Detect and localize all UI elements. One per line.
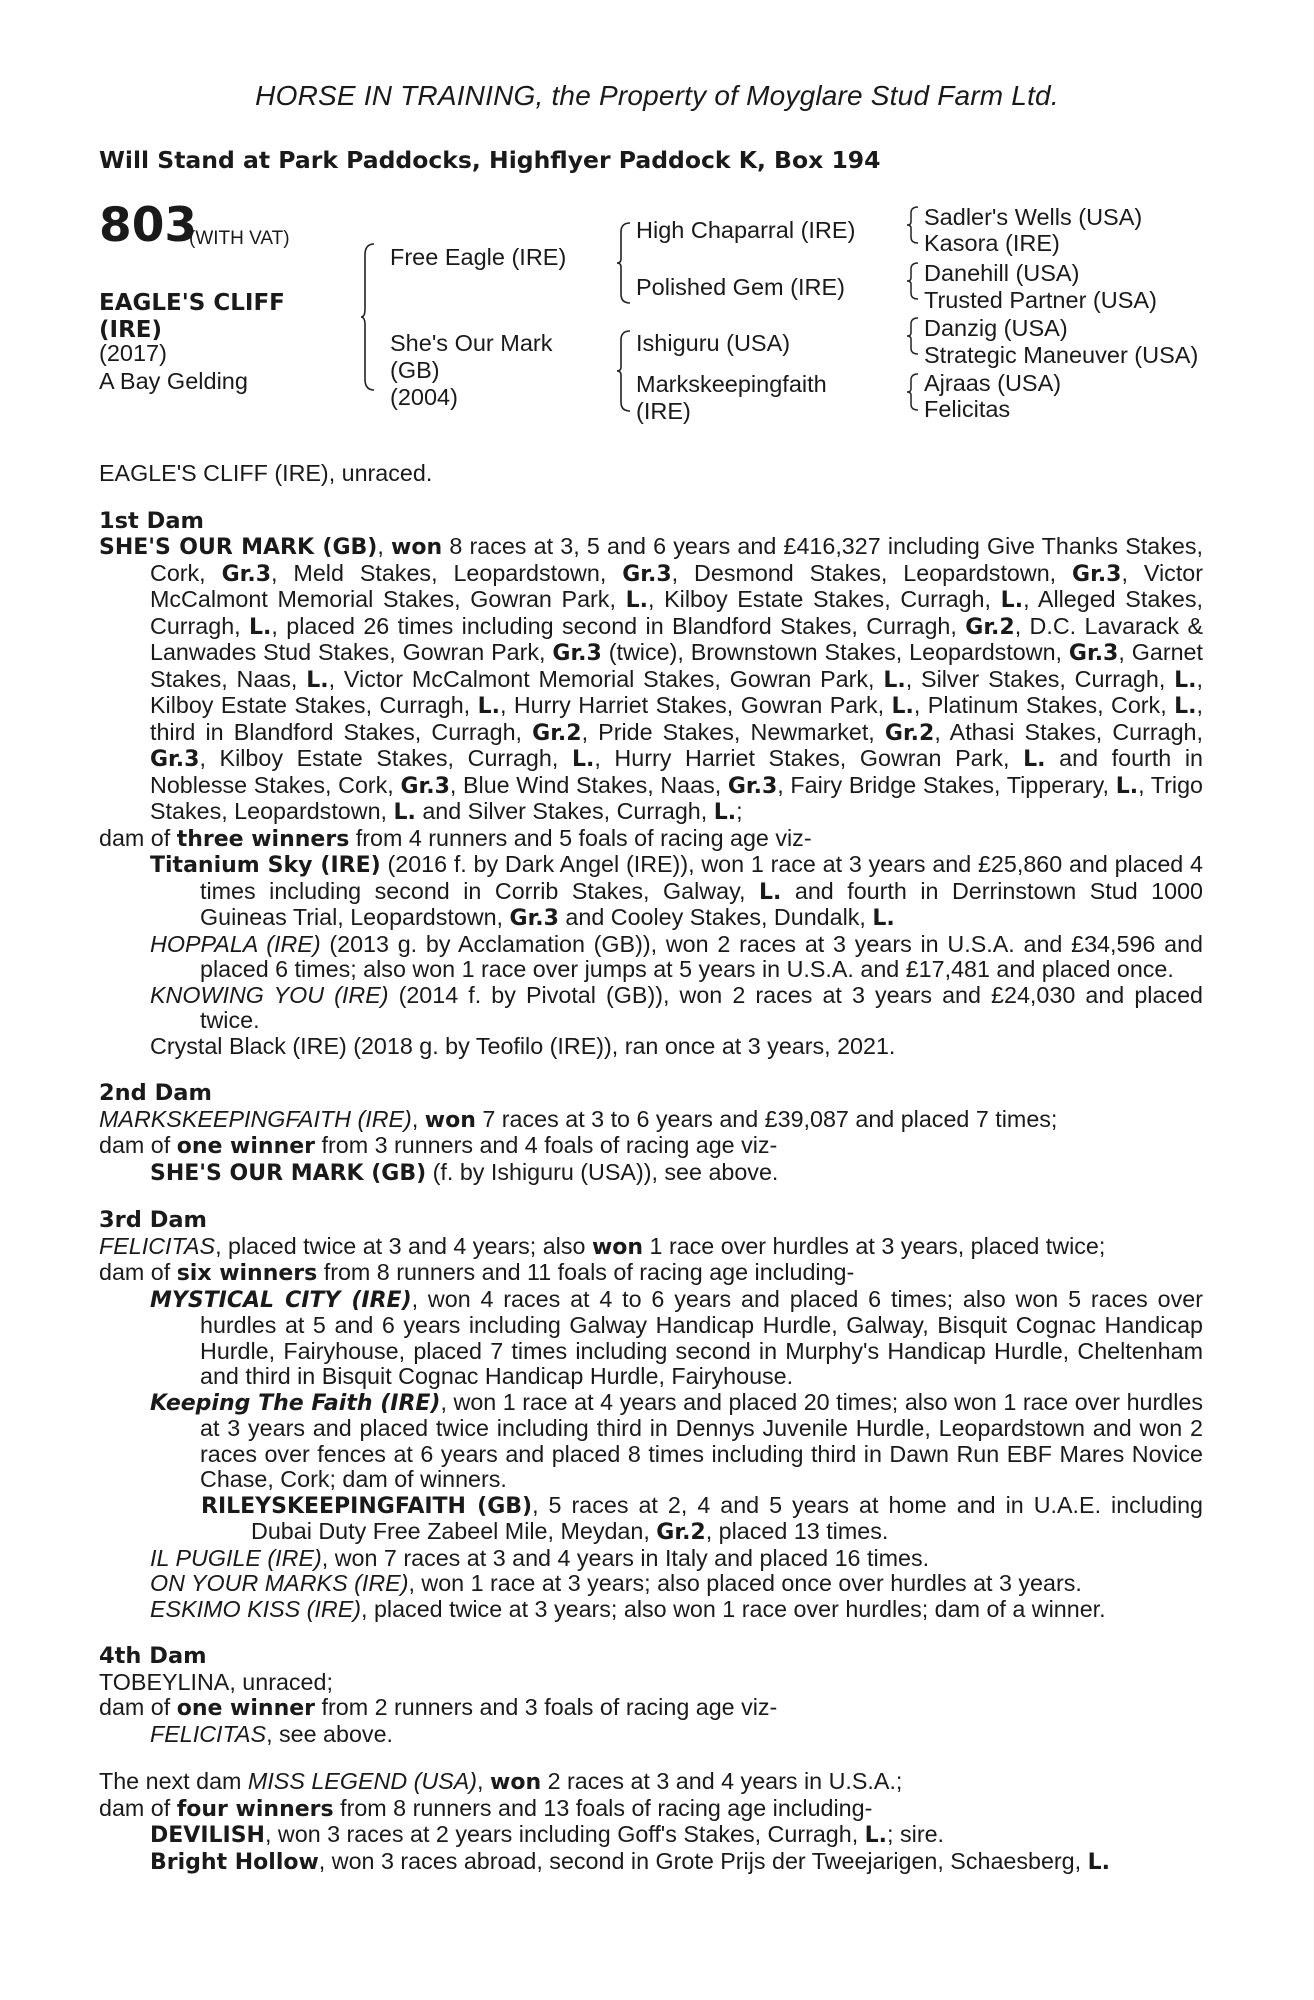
horse-description: A Bay Gelding	[99, 368, 248, 394]
pedigree-dam-line2: (GB)	[390, 357, 440, 383]
produce-item: Keeping The Faith (IRE), won 1 race at 4 years and placed 20 times; also won 1 race over hurdles at 3 years and placed twice including third in Dennys Juvenile Hurdle, Leopardstown and won 2 races over fences at 6 years and placed 8 times including third in Dawn Run EBF Mares Novice Chase, Cork; dam of winners.	[150, 1388, 1203, 1492]
lot-number: 803	[99, 198, 198, 253]
first-dam-record: SHE'S OUR MARK (GB), won 8 races at 3, 5 and 6 years and £416,327 including Give Thanks Stakes, Cork, Gr.3, Meld Stakes, Leopardstown, Gr.3, Desmond Stakes, Leopardstown, Gr.3, Victor McCalmont Memorial Stakes, Gowran Park, L., Kilboy Estate Stakes, Curragh, L., Alleged Stakes, Curragh, L., placed 26 times including second in Blandford Stakes, Curragh, Gr.2, D.C. Lavarack & Lanwades Stud Stakes, Gowran Park, Gr.3 (twice), Brownstown Stakes, Leopardstown, Gr.3, Garnet Stakes, Naas, L., Victor McCalmont Memorial Stakes, Gowran Park, L., Silver Stakes, Curragh, L., Kilboy Estate Stakes, Curragh, L., Hurry Harriet Stakes, Gowran Park, L., Platinum Stakes, Cork, L., third in Blandford Stakes, Curragh, Gr.2, Pride Stakes, Newmarket, Gr.2, Athasi Stakes, Curragh, Gr.3, Kilboy Estate Stakes, Curragh, L., Hurry Harriet Stakes, Gowran Park, L. and fourth in Noblesse Stakes, Cork, Gr.3, Blue Wind Stakes, Naas, Gr.3, Fairy Bridge Stakes, Tipperary, L., Trigo Stakes, Leopardstown, L. and Silver Stakes, Curragh, L.;	[99, 533, 1204, 825]
first-dam-name: SHE'S OUR MARK (GB)	[99, 535, 378, 560]
horse-name	[99, 290, 285, 344]
pedigree-dam-sire: Ishiguru (USA)	[636, 330, 791, 356]
pedigree-g1: Sadler's Wells (USA)	[924, 204, 1143, 230]
pedigree-dam-dam-line2: (IRE)	[636, 398, 691, 424]
produce-record	[99, 461, 1203, 1875]
produce-item: Bright Hollow, won 3 races abroad, second in Grote Prijs der Tweejarigen, Schaesberg, L.	[150, 1847, 1110, 1875]
next-dam-record: The next dam MISS LEGEND (USA), won 2 races at 3 and 4 years in U.S.A.;	[99, 1768, 903, 1795]
produce-item: IL PUGILE (IRE), won 7 races at 3 and 4 years in Italy and placed 16 times.	[150, 1544, 930, 1571]
bracket-g4	[906, 373, 920, 411]
second-dam-heading: 2nd Dam	[99, 1080, 212, 1106]
pedigree-g2: Kasora (IRE)	[924, 230, 1060, 256]
produce-item: SHE'S OUR MARK (GB) (f. by Ishiguru (USA)), see above.	[150, 1158, 779, 1186]
produce-item: ESKIMO KISS (IRE), placed twice at 3 years; also won 1 race over hurdles; dam of a winner.	[150, 1595, 1106, 1622]
bracket-g3	[906, 317, 920, 355]
pedigree-dam-dam	[636, 371, 827, 425]
produce-item: KNOWING YOU (IRE) (2014 f. by Pivotal (GB)), won 2 races at 3 years and £24,030 and placed twice.	[150, 981, 1203, 1033]
first-dam-heading: 1st Dam	[99, 507, 204, 534]
pedigree-g7: Ajraas (USA)	[924, 370, 1062, 396]
page-title: HORSE IN TRAINING, the Property of Moyglare Stud Farm Ltd.	[255, 80, 1059, 111]
fourth-dam-record: TOBEYLINA, unraced;	[99, 1668, 333, 1695]
pedigree-g5: Danzig (USA)	[924, 315, 1068, 341]
fourth-dam-heading: 4th Dam	[99, 1643, 207, 1669]
pedigree-dam	[390, 330, 553, 411]
second-dam-record: MARKSKEEPINGFAITH (IRE), won 7 races at 3 to 6 years and £39,087 and placed 7 times;	[99, 1105, 1058, 1133]
fourth-dam-produce-summary: dam of one winner from 2 runners and 3 foals of racing age viz-	[99, 1694, 778, 1721]
horse-year: (2017)	[99, 340, 167, 366]
produce-item: FELICITAS, see above.	[150, 1720, 394, 1747]
bracket-g1	[906, 206, 920, 244]
produce-item: MYSTICAL CITY (IRE), won 4 races at 4 to 6 years and placed 6 times; also won 5 races over hurdles at 5 and 6 years including Galway Handicap Hurdle, Galway, Bisquit Cognac Handicap Hurdle, Fairyhouse, placed 7 times including second in Murphy's Handicap Hurdle, Cheltenham and third in Bisquit Cognac Handicap Hurdle, Fairyhouse.	[150, 1285, 1203, 1389]
pedigree-sire: Free Eagle (IRE)	[390, 244, 567, 270]
pedigree-dam-dam-line1: Markskeepingfaith	[636, 371, 827, 397]
produce-item: ON YOUR MARKS (IRE), won 1 race at 3 years; also placed once over hurdles at 3 years.	[150, 1570, 1082, 1596]
next-dam-produce-summary: dam of four winners from 8 runners and 13 foals of racing age including-	[99, 1794, 873, 1822]
produce-item: DEVILISH, won 3 races at 2 years including Goff's Stakes, Curragh, L.; sire.	[150, 1821, 945, 1848]
third-dam-heading: 3rd Dam	[99, 1207, 207, 1233]
pedigree-dam-line3: (2004)	[390, 384, 458, 410]
produce-item: Titanium Sky (IRE) (2016 f. by Dark Angel (IRE)), won 1 race at 3 years and £25,860 and placed 4 times including second in Corrib Stakes, Galway, L. and fourth in Derrinstown Stud 1000 Guineas Trial, Leopardstown, Gr.3 and Cooley Stakes, Dundalk, L.	[150, 851, 1204, 931]
third-dam-produce-summary: dam of six winners from 8 runners and 11 foals of racing age including-	[99, 1259, 855, 1286]
first-dam-produce-summary: dam of three winners from 4 runners and 5 foals of racing age viz-	[99, 824, 812, 852]
pedigree-dam-line1: She's Our Mark	[390, 330, 553, 356]
produce-sub-item: RILEYSKEEPINGFAITH (GB), 5 races at 2, 4 and 5 years at home and in U.A.E. including Dubai Duty Free Zabeel Mile, Meydan, Gr.2, placed 13 times.	[201, 1491, 1203, 1545]
horse-name-line2: (IRE)	[99, 317, 163, 343]
bracket-parents	[360, 243, 376, 391]
pedigree-g6: Strategic Maneuver (USA)	[924, 342, 1199, 368]
horse-name-line1: EAGLE'S CLIFF	[99, 290, 285, 316]
produce-item: Crystal Black (IRE) (2018 g. by Teofilo (IRE)), ran once at 3 years, 2021.	[150, 1032, 896, 1059]
pedigree-sire-dam: Polished Gem (IRE)	[636, 274, 845, 300]
pedigree-g4: Trusted Partner (USA)	[924, 287, 1157, 313]
lot-vat-note: (WITH VAT)	[189, 228, 290, 249]
bracket-sire-parents	[616, 222, 632, 304]
stand-location: Will Stand at Park Paddocks, Highflyer Paddock K, Box 194	[99, 146, 881, 174]
pedigree-g8: Felicitas	[924, 396, 1011, 422]
second-dam-produce-summary: dam of one winner from 3 runners and 4 foals of racing age viz-	[99, 1132, 778, 1159]
third-dam-record: FELICITAS, placed twice at 3 and 4 years; also won 1 race over hurdles at 3 years, placed twice;	[99, 1232, 1106, 1260]
produce-item: HOPPALA (IRE) (2013 g. by Acclamation (GB)), won 2 races at 3 years in U.S.A. and £34,596 and placed 6 times; also won 1 race over jumps at 5 years in U.S.A. and £17,481 and placed once.	[150, 930, 1203, 982]
intro-line: EAGLE'S CLIFF (IRE), unraced.	[99, 460, 433, 486]
pedigree-sire-sire: High Chaparral (IRE)	[636, 217, 856, 243]
bracket-dam-parents	[616, 330, 632, 412]
bracket-g2	[906, 262, 920, 300]
pedigree-g3: Danehill (USA)	[924, 260, 1080, 286]
